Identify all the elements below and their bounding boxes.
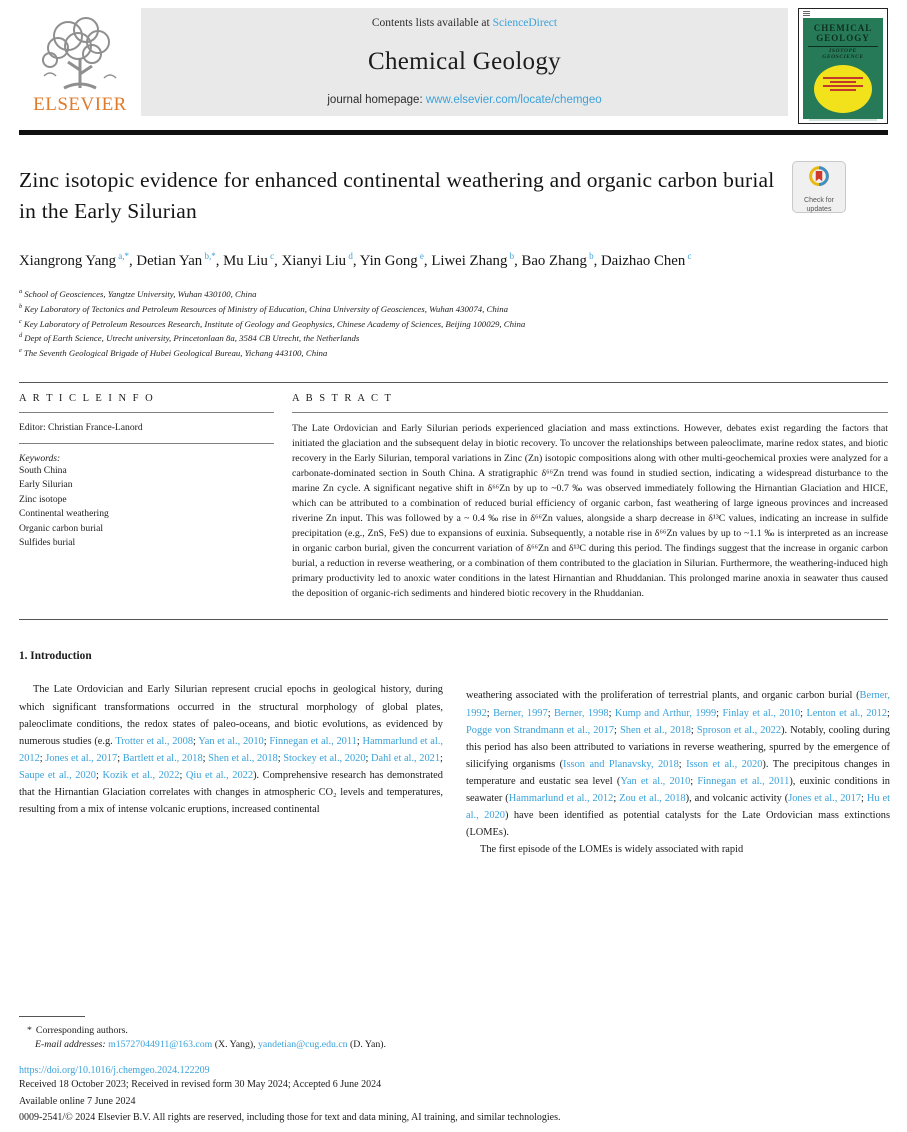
copyright-line: 0009-2541/© 2024 Elsevier B.V. All rights are reserved, including those for text and data mining, AI training, and similar technologies. — [19, 1111, 561, 1123]
body-text: ). The precipitous changes in temperature and eustatic sea level ( — [466, 758, 890, 787]
citation-link[interactable]: Yan et al., 2010 — [620, 775, 691, 787]
author-name: Daizhao Chen — [601, 253, 686, 270]
cover-art — [803, 18, 883, 119]
body-text: ; — [614, 724, 620, 736]
doi-link[interactable]: https://doi.org/10.1016/j.chemgeo.2024.122209 — [19, 1065, 210, 1077]
info-abstract-section — [19, 393, 888, 601]
article-body — [19, 650, 891, 858]
citation-link[interactable]: Jones et al., 2017 — [788, 792, 862, 804]
contents-prefix: Contents lists available at — [371, 17, 493, 29]
citation-link[interactable]: Yan et al., 2010 — [198, 735, 264, 747]
body-text: ). Comprehensive research has demonstrated that the Hirnantian Glaciation correlates with changes in atmospheric CO₂ levels and temperatures, resulting from a mix of intense volcanic eruptions, increased continental — [19, 769, 443, 815]
article-info-heading: A R T I C L E I N F O — [19, 393, 155, 405]
citation-link[interactable]: Kozik et al., 2022 — [102, 769, 180, 781]
section-divider — [19, 382, 888, 383]
keyword: Zinc isotope — [19, 493, 67, 505]
affiliation: $^a$ School of Geosciences, Yangtze University, Wuhan 430100, China — [19, 287, 257, 299]
author-separator: , — [593, 253, 601, 270]
citation-link[interactable]: Berner, 1998 — [553, 707, 609, 719]
body-text: ; — [96, 769, 103, 781]
citation-link[interactable]: Finlay et al., 2010 — [722, 707, 801, 719]
body-text: ; — [440, 752, 443, 764]
keyword: Sulfides burial — [19, 536, 76, 548]
divider — [19, 412, 274, 413]
citation-link[interactable]: Shen et al., 2018 — [619, 724, 691, 736]
footnote-divider — [19, 1016, 85, 1017]
body-text: ; — [678, 758, 687, 770]
abstract-text: The Late Ordovician and Early Silurian periods experienced glaciation and mass extinctions. However, debates exist regarding the factors that initiated the glaciation and the subsequent delay in biotic recovery. To uncover the relationships between paleoclimate, marine redox states, and biotic recovery in the Early Silurian, temporal variations in Zinc (Zn) isotopic compositions along with other multi-geochemical proxies were analyzed for a carbonate-dominated section in South China. A stratigraphic δ⁶⁶Zn trend was found in studied section, indicating a widespread disturbance to the marine Zn cycle. A significant negative shift in δ⁶⁶Zn by up to ~0.7 ‰ was observed immediately following the Hirnantian Glaciation and HICE, which can be attributed to a combination of reduced burial efficiency of organic carbon, fast weathering of large igneous provinces and increased riverine Zn input. This was followed by a ~ 0.4 ‰ rise in δ⁶⁶Zn values, alongside a sharp decrease in δ¹³C values, indicating an increase in sulfide precipitation (e.g., ZnS, FeS) due to expansions of euxinia. Subsequently, a notable rise in δ⁶⁶Zn values by up to ~1.1 ‰ is interpreted as an increase in organic carbon burial, given the concurrent variation of δ⁶⁶Zn and δ¹³C during this period. The findings suggest that the increase in organic carbon burial, a reduction in reverse weathering, or a combination of them contributed to the glaciation in Silurian. Furthermore, the weathering-induced high primary productivity led to anoxic water conditions in the latest Hirnantian and Rhuddanian. This prolonged marine anoxia in seawater thus caused the deposition of organic-rich sediments and hindered biotic recovery in the Rhuddanian. — [292, 423, 888, 599]
title-block — [19, 165, 888, 361]
cover-decorative-line — [830, 81, 856, 83]
author-separator: , — [129, 253, 137, 270]
author-name: Yin Gong — [359, 253, 418, 270]
citation-link[interactable]: Isson et al., 2020 — [686, 758, 763, 770]
body-text: ; — [39, 752, 46, 764]
body-text: ; — [608, 707, 615, 719]
author-affiliation-sup: b — [586, 251, 594, 262]
body-text: ; — [716, 707, 723, 719]
author-list — [19, 250, 799, 273]
journal-banner — [141, 8, 788, 116]
body-text: ; — [861, 792, 867, 804]
citation-link[interactable]: Hu et al., 2020 — [466, 792, 890, 821]
author-name: Detian Yan — [136, 253, 203, 270]
asterisk: * — [27, 1025, 32, 1036]
intro-paragraph-2: The first episode of the LOMEs is widely associated with rapid — [480, 844, 744, 856]
body-text: ; — [690, 775, 698, 787]
citation-link[interactable]: Finnegan et al., 2011 — [697, 775, 790, 787]
citation-link[interactable]: m15727044911@163.com — [108, 1039, 213, 1051]
elsevier-tree-icon — [34, 14, 126, 96]
author-name: Xianyi Liu — [281, 253, 347, 270]
keyword: Continental weathering — [19, 508, 109, 520]
divider — [19, 443, 274, 444]
affiliation: $^c$ Key Laboratory of Petroleum Resources Research, Institute of Geology and Geophysics, Chinese Academy of Sciences, Beijing 100029, China — [19, 317, 526, 329]
cover-decorative-line — [809, 119, 877, 121]
page-footer — [19, 1016, 888, 1125]
author-separator: , — [215, 253, 224, 270]
article-info-column — [19, 393, 274, 601]
cover-subtitle: ISOTOPE GEOSCIENCE — [808, 46, 878, 60]
journal-title: Chemical Geology — [368, 47, 561, 75]
cover-decorative-line — [823, 85, 863, 87]
body-text: The Late Ordovician and Early Silurian represent crucial epochs in geological history, during which significant transformations occurred in the structural morphology of global plates, paleoclimate conditions, the redox states of paleo-oceans, and biotic evolutions, as evidenced by numerous studies (e.g. — [19, 684, 443, 747]
check-badge-label: Check for updates — [804, 197, 834, 213]
author-name: Xiangrong Yang — [19, 253, 117, 270]
body-text: ; — [202, 752, 209, 764]
email-label: E-mail addresses: — [35, 1039, 109, 1051]
body-text: ; — [117, 752, 123, 764]
author-separator: , — [423, 253, 432, 270]
body-text: ; — [263, 735, 270, 747]
doi-line — [19, 1065, 888, 1076]
corresponding-text: Corresponding authors. — [35, 1025, 128, 1036]
citation-link[interactable]: Isson and Planavsky, 2018 — [563, 758, 679, 770]
header-divider-bar — [19, 130, 888, 135]
keyword: Early Silurian — [19, 479, 73, 491]
divider — [292, 412, 888, 413]
contents-line — [151, 17, 778, 29]
citation-link[interactable]: Kump and Arthur, 1999 — [614, 707, 717, 719]
author-affiliation-sup: c — [267, 251, 275, 262]
cover-barcode-icon — [803, 11, 810, 17]
author-affiliation-sup: b — [507, 251, 515, 262]
affiliation: $^b$ Key Laboratory of Tectonics and Petroleum Resources of Ministry of Education, China University of Geosciences, Wuhan 430074, China — [19, 302, 509, 314]
citation-link[interactable]: Hammarlund et al., 2012 — [19, 735, 443, 764]
abstract-heading: A B S T R A C T — [292, 393, 393, 405]
sciencedirect-link[interactable]: ScienceDirect — [492, 17, 558, 29]
author-name: Mu Liu — [223, 253, 268, 270]
citation-link[interactable]: yandetian@cug.edu.cn — [258, 1039, 348, 1051]
citation-link[interactable]: Berner, 1992 — [466, 690, 890, 719]
citation-link[interactable]: Hammarlund et al., 2012 — [508, 792, 614, 804]
body-text: ; — [547, 707, 554, 719]
body-text: ; — [887, 707, 890, 719]
body-text: ; — [277, 752, 284, 764]
body-text: ; — [179, 769, 186, 781]
citation-link[interactable]: Finnegan et al., 2011 — [269, 735, 357, 747]
citation-link[interactable]: Pogge von Strandmann et al., 2017 — [466, 724, 615, 736]
body-text: ), euxinic conditions in seawater ( — [466, 775, 890, 804]
check-for-updates-icon — [805, 165, 833, 192]
citation-link[interactable]: Zou et al., 2018 — [619, 792, 686, 804]
editor-line: Editor: Christian France-Lanord — [19, 422, 143, 434]
homepage-line — [151, 94, 778, 106]
author-affiliation-sup: a,* — [116, 251, 130, 262]
citation-link[interactable]: Berner, 1997 — [493, 707, 548, 719]
body-text: ; — [486, 707, 494, 719]
body-text: ; — [613, 792, 620, 804]
citation-link[interactable]: Qiu et al., 2022 — [185, 769, 254, 781]
author-separator: , — [352, 253, 360, 270]
cover-title-line2: GEOLOGY — [816, 33, 870, 44]
body-text: ), and volcanic activity ( — [685, 792, 789, 804]
section-divider — [19, 619, 888, 620]
check-for-updates-badge[interactable] — [792, 161, 846, 213]
email-addresses-line — [19, 1038, 888, 1052]
citation-link[interactable]: Jones et al., 2017 — [45, 752, 118, 764]
author-name: Liwei Zhang — [431, 253, 508, 270]
body-text: ; — [690, 724, 697, 736]
journal-cover — [798, 8, 888, 124]
citation-link[interactable]: Lenton et al., 2012 — [806, 707, 888, 719]
body-text: ; — [365, 752, 372, 764]
citation-link[interactable]: Dahl et al., 2021 — [371, 752, 441, 764]
keyword: South China — [19, 465, 67, 477]
journal-header — [19, 8, 888, 124]
body-text: ; — [800, 707, 807, 719]
author-affiliation-sup: c — [685, 251, 692, 262]
citation-link[interactable]: Bartlett et al., 2018 — [122, 752, 203, 764]
author-affiliation-sup: b,* — [202, 251, 216, 262]
citation-link[interactable]: Saupe et al., 2020 — [19, 769, 96, 781]
body-text: ) have been identified as potential catalysts for the Late Ordovician mass extinctions (LOMEs). — [466, 809, 891, 838]
cover-decorative-line — [830, 89, 856, 91]
author-affiliation-sup: e — [417, 251, 424, 262]
cover-column — [788, 8, 888, 124]
corresponding-authors-note — [19, 1024, 888, 1038]
body-left-column — [19, 650, 443, 858]
author-separator: , — [274, 253, 282, 270]
article-title: Zinc isotopic evidence for enhanced continental weathering and organic carbon burial in the Early Silurian — [19, 168, 775, 223]
body-text: ). Notably, cooling during this period has also been attributed to variations in reverse weathering, spurred by the emergence of silicifying organisms ( — [466, 724, 890, 770]
introduction-heading: 1. Introduction — [19, 650, 92, 663]
citation-link[interactable]: Shen et al., 2018 — [208, 752, 278, 764]
affiliation: $^e$ The Seventh Geological Brigade of Hubei Geological Bureau, Yichang 443100, China — [19, 347, 328, 359]
intro-paragraph-continued — [466, 687, 890, 841]
author-affiliation-sup: d — [346, 251, 353, 262]
cover-decorative-line — [823, 77, 863, 79]
journal-page — [0, 8, 907, 858]
keyword: Organic carbon burial — [19, 522, 104, 534]
body-text: weathering associated with the proliferation of terrestrial plants, and organic carbon burial ( — [466, 690, 860, 702]
email-links — [108, 1039, 386, 1050]
homepage-label: journal homepage: — [327, 94, 426, 106]
intro-paragraph — [19, 681, 443, 818]
keywords-label: Keywords: — [19, 453, 61, 465]
abstract-column — [292, 393, 888, 601]
author-separator: , — [514, 253, 522, 270]
citation-link[interactable]: Stockey et al., 2020 — [283, 752, 366, 764]
body-right-column — [466, 650, 890, 858]
available-online-line: Available online 7 June 2024 — [19, 1095, 136, 1107]
affiliation-list — [19, 287, 888, 361]
received-dates-line: Received 18 October 2023; Received in revised form 30 May 2024; Accepted 6 June 2024 — [19, 1079, 382, 1091]
cover-title-line1: CHEMICAL — [813, 23, 873, 33]
author-name: Bao Zhang — [521, 253, 587, 270]
elsevier-wordmark: ELSEVIER — [33, 94, 127, 115]
body-text: (D. Yan). — [347, 1039, 386, 1051]
citation-link[interactable]: Sproson et al., 2022 — [696, 724, 782, 736]
affiliation: $^d$ Dept of Earth Science, Utrecht university, Princetonlaan 8a, 3584 CB Utrecht, the Netherlands — [19, 332, 360, 344]
body-text: ; — [356, 735, 363, 747]
citation-link[interactable]: Trotter et al., 2008 — [115, 735, 194, 747]
homepage-link[interactable]: www.elsevier.com/locate/chemgeo — [425, 94, 602, 106]
elsevier-logo — [19, 8, 141, 124]
body-text: (X. Yang), — [212, 1039, 259, 1051]
body-text: ; — [193, 735, 199, 747]
cover-yellow-circle — [814, 65, 872, 113]
